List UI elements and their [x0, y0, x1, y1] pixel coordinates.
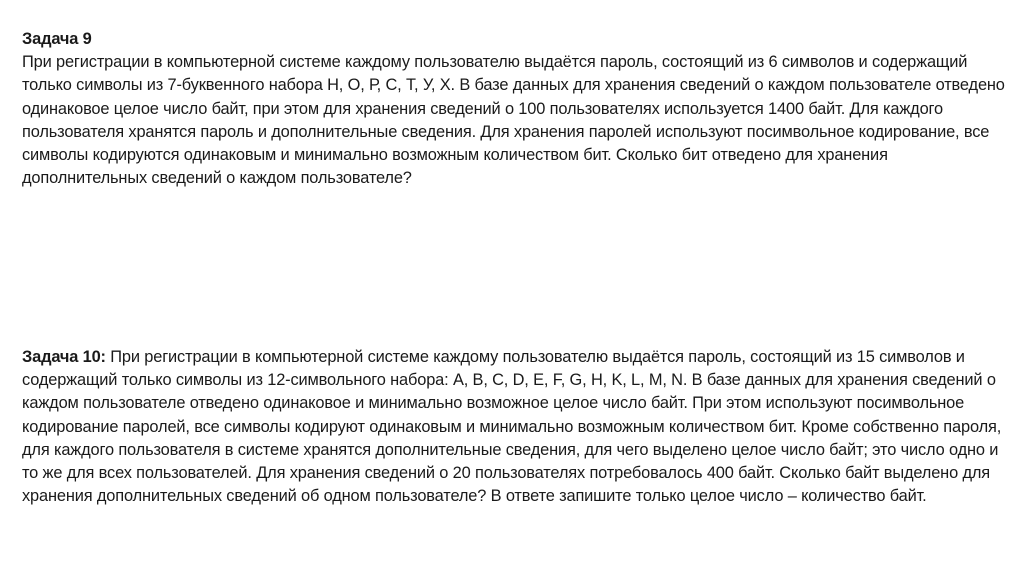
task-10-block: [22, 346, 1012, 508]
task-9-title: Задача 9: [22, 30, 92, 48]
task-10-title: Задача 10:: [22, 348, 106, 366]
task-9-block: [22, 28, 1012, 190]
task-10-text: При регистрации в компьютерной системе каждому пользователю выдаётся пароль, состоящий из 15 символов и содержащий только символы из 12-символьного набора: A, B, C, D, E, F, G, H, K, L, M, N. В базе данных для хранения сведений о каждом пользователе отведено одинаковое и минимально возможное целое число байт. При этом используют посимвольное кодирование паролей, все символы кодируют одинаковым и минимально возможным количеством бит. Кроме собственно пароля, для каждого пользователя в системе хранятся дополнительные сведения, для чего выделено целое число байт; это число одно и то же для всех пользователей. Для хранения сведений о 20 пользователях потребовалось 400 байт. Сколько байт выделено для хранения дополнительных сведений об одном пользователе? В ответе запишите только целое число – количество байт.: [22, 348, 1002, 506]
task-9-text: При регистрации в компьютерной системе каждому пользователю выдаётся пароль, состоящий из 6 символов и содержащий только символы из 7-буквенного набора Н, О, Р, С, Т, У, Х. В базе данных для хранения сведений о каждом пользователе отведено одинаковое целое число байт, при этом для хранения сведений о 100 пользователях используется 1400 байт. Для каждого пользователя хранятся пароль и дополнительные сведения. Для хранения паролей используют посимвольное кодирование, все символы кодируются одинаковым и минимально возможным количеством бит. Сколько бит отведено для хранения дополнительных сведений о каждом пользователе?: [22, 53, 1005, 188]
